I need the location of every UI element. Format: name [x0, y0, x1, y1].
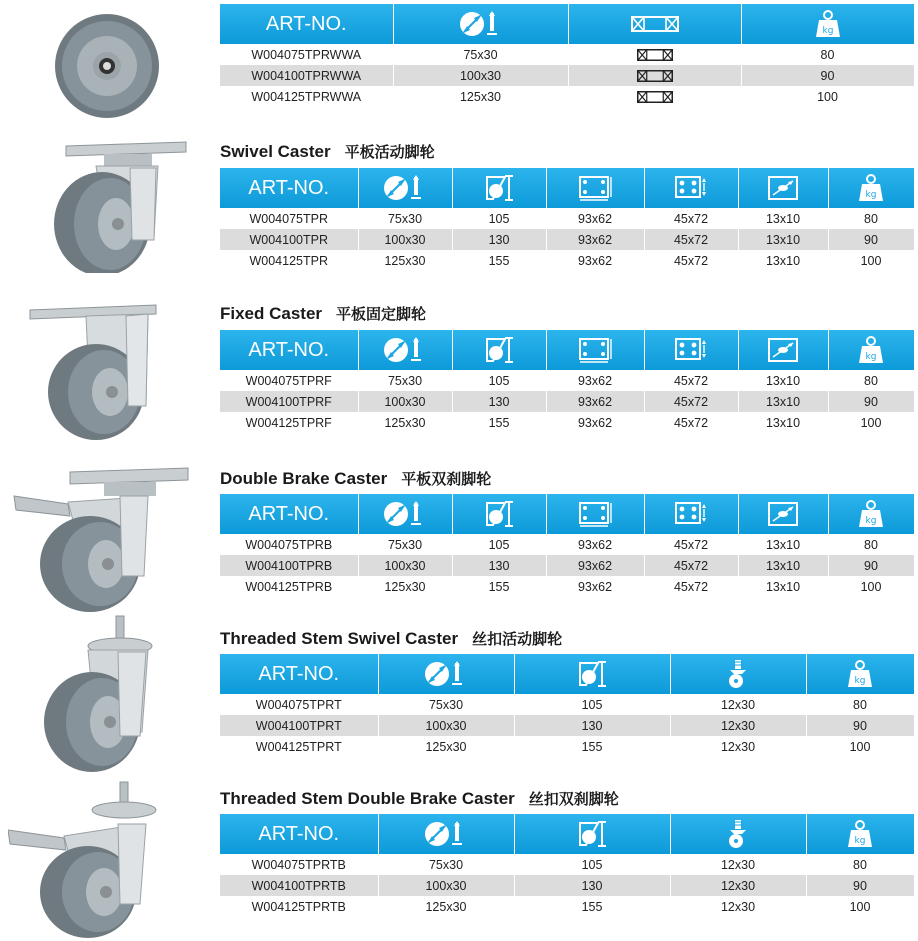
total-height-icon — [576, 819, 608, 849]
table-cell: 93x62 — [546, 555, 644, 576]
table-cell: 105 — [452, 534, 546, 555]
table-row — [220, 576, 914, 597]
threaded-swivel-caster-photo — [8, 612, 198, 777]
table-cell: 80 — [828, 208, 914, 229]
plate-size-header — [546, 330, 644, 370]
table-row — [220, 736, 914, 757]
table-cell: 13x10 — [738, 208, 828, 229]
table-header-row — [220, 654, 914, 694]
table-cell: 80 — [828, 370, 914, 391]
table-cell: 75x30 — [358, 370, 452, 391]
table-header-row — [220, 330, 914, 370]
thread-stem-icon — [724, 819, 752, 849]
title-cn: 平板固定脚轮 — [336, 305, 427, 323]
table-cell: 75x30 — [378, 854, 514, 875]
swivel-caster-photo — [8, 138, 198, 273]
table-cell: 125x30 — [378, 736, 514, 757]
cell-load: 80 — [741, 44, 914, 65]
table-cell: 105 — [452, 208, 546, 229]
thread-stem-icon — [724, 659, 752, 689]
wheel-size-header — [358, 494, 452, 534]
wheel-size-icon — [423, 659, 469, 689]
table-header-row — [220, 4, 914, 44]
table-cell: 93x62 — [546, 576, 644, 597]
plate-size-icon — [577, 174, 613, 202]
table-row — [220, 412, 914, 433]
table-cell: 13x10 — [738, 534, 828, 555]
table-cell: 105 — [514, 694, 670, 715]
table-cell: W004100TPRF — [220, 391, 358, 412]
table-cell: 13x10 — [738, 229, 828, 250]
svg-text:kg: kg — [854, 836, 866, 846]
table-cell: 45x72 — [644, 208, 738, 229]
table-cell: 100x30 — [378, 715, 514, 736]
table-cell: 12x30 — [670, 736, 806, 757]
section-title — [220, 628, 562, 649]
wheel-size-header — [378, 814, 514, 854]
table-cell: 80 — [806, 694, 914, 715]
table-cell: 75x30 — [358, 208, 452, 229]
cell-art-no: W004100TPRWWA — [220, 65, 393, 86]
title-en: Swivel Caster — [220, 142, 331, 161]
table-cell: 12x30 — [670, 694, 806, 715]
load-weight-icon — [858, 500, 884, 528]
table-cell: 45x72 — [644, 534, 738, 555]
table-cell: 13x10 — [738, 412, 828, 433]
table-cell: 90 — [828, 391, 914, 412]
title-en: Fixed Caster — [220, 304, 323, 323]
table-cell: W004075TPRF — [220, 370, 358, 391]
table-cell: 93x62 — [546, 208, 644, 229]
table-cell: 100x30 — [358, 229, 452, 250]
table-cell: 100x30 — [378, 875, 514, 896]
spec-table — [220, 654, 915, 757]
table-cell: 93x62 — [546, 534, 644, 555]
table-cell: 90 — [806, 715, 914, 736]
cell-art-no: W004075TPRWWA — [220, 44, 393, 65]
table-row — [220, 555, 914, 576]
art-no-header: ART-NO. — [220, 4, 393, 44]
art-no-header: ART-NO. — [220, 654, 378, 694]
table-cell: W004075TPRTB — [220, 854, 378, 875]
section-title — [220, 303, 426, 324]
wheel-size-icon — [382, 173, 428, 203]
spec-table — [220, 330, 915, 433]
total-height-icon — [483, 335, 515, 365]
svg-text:kg: kg — [865, 190, 877, 200]
art-no-header: ART-NO. — [220, 814, 378, 854]
table-row — [220, 208, 914, 229]
fixed-caster-photo — [8, 300, 198, 440]
title-en: Threaded Stem Double Brake Caster — [220, 789, 515, 808]
section-title — [220, 141, 435, 162]
table-cell: 75x30 — [378, 694, 514, 715]
table-cell: 13x10 — [738, 370, 828, 391]
table-cell: 155 — [452, 412, 546, 433]
table-cell: 45x72 — [644, 576, 738, 597]
total-height-header — [452, 330, 546, 370]
double-brake-caster-photo — [8, 464, 198, 614]
table-cell: 93x62 — [546, 370, 644, 391]
bolt-hole-header — [738, 168, 828, 208]
table-cell: 105 — [514, 854, 670, 875]
spec-table — [220, 494, 915, 597]
spec-table — [220, 4, 915, 107]
table-cell: 90 — [806, 875, 914, 896]
cell-packing — [568, 65, 741, 86]
spec-table — [220, 814, 915, 917]
cell-wheel-size: 75x30 — [393, 44, 568, 65]
plate-size-icon — [577, 500, 613, 528]
table-cell: 12x30 — [670, 854, 806, 875]
bolt-hole-icon — [766, 500, 800, 528]
cell-load: 100 — [741, 86, 914, 107]
hole-spacing-header — [644, 330, 738, 370]
total-height-header — [452, 168, 546, 208]
table-cell: 100 — [806, 736, 914, 757]
hole-spacing-header — [644, 168, 738, 208]
table-cell: 90 — [828, 229, 914, 250]
table-cell: 12x30 — [670, 715, 806, 736]
table-cell: 100 — [828, 412, 914, 433]
table-cell: 80 — [806, 854, 914, 875]
load-weight-header — [828, 168, 914, 208]
table-cell: 75x30 — [358, 534, 452, 555]
title-en: Threaded Stem Swivel Caster — [220, 629, 459, 648]
load-weight-header — [806, 814, 914, 854]
table-row — [220, 250, 914, 271]
table-header-row — [220, 814, 914, 854]
wheel-size-header — [378, 654, 514, 694]
table-cell: W004100TPR — [220, 229, 358, 250]
table-cell: 130 — [452, 555, 546, 576]
table-cell: 125x30 — [358, 412, 452, 433]
table-row — [220, 896, 914, 917]
table-cell: 155 — [452, 250, 546, 271]
table-cell: 90 — [828, 555, 914, 576]
cell-load: 90 — [741, 65, 914, 86]
load-weight-icon — [847, 660, 873, 688]
wheel-size-icon — [423, 819, 469, 849]
wheel-size-header — [393, 4, 568, 44]
table-cell: W004100TPRB — [220, 555, 358, 576]
table-cell: 125x30 — [378, 896, 514, 917]
table-row — [220, 534, 914, 555]
table-cell: W004075TPR — [220, 208, 358, 229]
table-cell: 125x30 — [358, 576, 452, 597]
thread-stem-header — [670, 814, 806, 854]
table-cell: W004125TPRF — [220, 412, 358, 433]
cell-packing — [568, 44, 741, 65]
svg-text:kg: kg — [822, 26, 834, 36]
table-cell: 93x62 — [546, 412, 644, 433]
table-header-row — [220, 494, 914, 534]
plate-size-header — [546, 168, 644, 208]
table-cell: 93x62 — [546, 391, 644, 412]
table-cell: 155 — [452, 576, 546, 597]
table-cell: 100 — [828, 576, 914, 597]
table-cell: 130 — [514, 715, 670, 736]
table-cell: 13x10 — [738, 391, 828, 412]
table-cell: 12x30 — [670, 896, 806, 917]
title-cn: 丝扣活动脚轮 — [472, 630, 563, 648]
table-cell: 130 — [514, 875, 670, 896]
load-weight-header — [806, 654, 914, 694]
cell-wheel-size: 125x30 — [393, 86, 568, 107]
total-height-header — [452, 494, 546, 534]
bolt-hole-icon — [766, 336, 800, 364]
table-cell: 130 — [452, 391, 546, 412]
section-title — [220, 788, 619, 809]
packing-header — [568, 4, 741, 44]
packing-box-icon — [635, 70, 675, 82]
table-cell: 45x72 — [644, 250, 738, 271]
title-en: Double Brake Caster — [220, 469, 388, 488]
bolt-hole-header — [738, 330, 828, 370]
table-cell: 130 — [452, 229, 546, 250]
bolt-hole-icon — [766, 174, 800, 202]
table-cell: W004125TPR — [220, 250, 358, 271]
table-row — [220, 875, 914, 896]
table-cell: 12x30 — [670, 875, 806, 896]
cell-art-no: W004125TPRWWA — [220, 86, 393, 107]
table-cell: 45x72 — [644, 229, 738, 250]
table-cell: 80 — [828, 534, 914, 555]
wheel-photo — [8, 4, 198, 124]
total-height-header — [514, 814, 670, 854]
art-no-header: ART-NO. — [220, 330, 358, 370]
wheel-size-header — [358, 168, 452, 208]
table-row — [220, 44, 914, 65]
cell-packing — [568, 86, 741, 107]
table-cell: 13x10 — [738, 555, 828, 576]
table-cell: 100 — [828, 250, 914, 271]
table-row — [220, 694, 914, 715]
table-cell: 105 — [452, 370, 546, 391]
table-cell: 13x10 — [738, 576, 828, 597]
load-weight-icon — [847, 820, 873, 848]
table-cell: W004100TPRTB — [220, 875, 378, 896]
load-header — [741, 4, 914, 44]
table-cell: W004125TPRT — [220, 736, 378, 757]
spec-table — [220, 168, 915, 271]
table-cell: 100x30 — [358, 555, 452, 576]
svg-text:kg: kg — [865, 516, 877, 526]
table-cell: 93x62 — [546, 229, 644, 250]
table-row — [220, 229, 914, 250]
threaded-double-brake-caster-photo — [8, 780, 198, 940]
table-cell: 45x72 — [644, 555, 738, 576]
table-cell: W004100TPRT — [220, 715, 378, 736]
table-cell: 100x30 — [358, 391, 452, 412]
table-header-row — [220, 168, 914, 208]
table-row — [220, 391, 914, 412]
packing-box-icon — [635, 91, 675, 103]
thread-stem-header — [670, 654, 806, 694]
table-cell: 125x30 — [358, 250, 452, 271]
table-row — [220, 370, 914, 391]
wheel-size-header — [358, 330, 452, 370]
table-cell: W004075TPRB — [220, 534, 358, 555]
table-cell: W004075TPRT — [220, 694, 378, 715]
svg-text:kg: kg — [854, 676, 866, 686]
packing-box-icon — [635, 49, 675, 61]
table-row — [220, 86, 914, 107]
plate-size-icon — [577, 336, 613, 364]
wheel-size-icon — [382, 499, 428, 529]
art-no-header: ART-NO. — [220, 494, 358, 534]
table-row — [220, 65, 914, 86]
table-row — [220, 715, 914, 736]
title-cn: 丝扣双刹脚轮 — [528, 790, 619, 808]
packing-box-icon — [631, 16, 679, 32]
table-cell: 155 — [514, 896, 670, 917]
plate-size-header — [546, 494, 644, 534]
hole-spacing-icon — [673, 500, 709, 528]
table-cell: 13x10 — [738, 250, 828, 271]
table-cell: 100 — [806, 896, 914, 917]
load-weight-icon — [858, 336, 884, 364]
load-weight-header — [828, 494, 914, 534]
total-height-header — [514, 654, 670, 694]
load-weight-icon — [815, 10, 841, 38]
wheel-size-icon — [382, 335, 428, 365]
hole-spacing-icon — [673, 336, 709, 364]
total-height-icon — [483, 173, 515, 203]
table-cell: W004125TPRB — [220, 576, 358, 597]
hole-spacing-header — [644, 494, 738, 534]
bolt-hole-header — [738, 494, 828, 534]
cell-wheel-size: 100x30 — [393, 65, 568, 86]
hole-spacing-icon — [673, 174, 709, 202]
table-row — [220, 854, 914, 875]
art-no-header: ART-NO. — [220, 168, 358, 208]
table-cell: 45x72 — [644, 412, 738, 433]
title-cn: 平板双刹脚轮 — [401, 470, 492, 488]
total-height-icon — [576, 659, 608, 689]
table-cell: W004125TPRTB — [220, 896, 378, 917]
section-title — [220, 468, 491, 489]
load-weight-icon — [858, 174, 884, 202]
title-cn: 平板活动脚轮 — [344, 143, 435, 161]
table-cell: 93x62 — [546, 250, 644, 271]
table-cell: 45x72 — [644, 370, 738, 391]
svg-text:kg: kg — [865, 352, 877, 362]
table-cell: 45x72 — [644, 391, 738, 412]
table-cell: 155 — [514, 736, 670, 757]
wheel-size-icon — [458, 9, 504, 39]
total-height-icon — [483, 499, 515, 529]
load-weight-header — [828, 330, 914, 370]
